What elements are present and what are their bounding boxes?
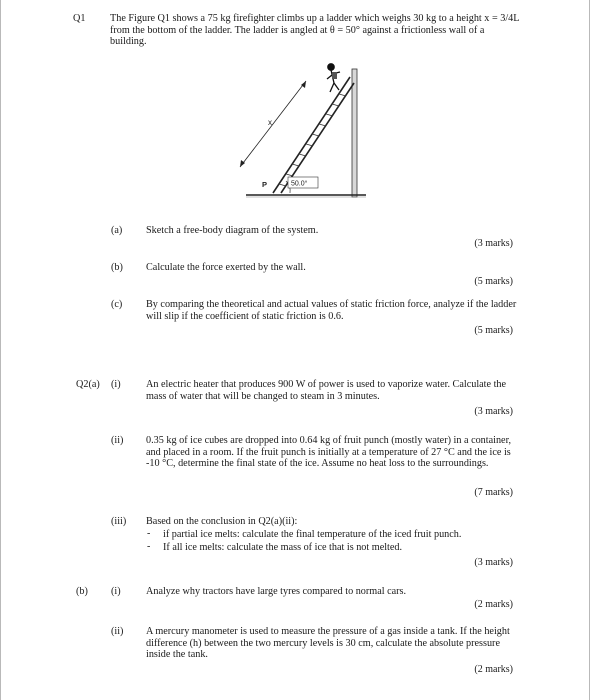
question-2a-number: Q2(a) bbox=[76, 379, 100, 390]
q1-part-a-label: (a) bbox=[111, 225, 123, 236]
q1-part-b-label: (b) bbox=[111, 262, 123, 273]
q2b-ii-marks: (2 marks) bbox=[474, 664, 513, 675]
q1-part-c-marks: (5 marks) bbox=[474, 325, 513, 336]
q2a-i-text: An electric heater that produces 900 W of power is used to vaporize water. Calculate the mass of water that will be changed to steam in 3 minutes. bbox=[146, 379, 507, 402]
q2a-iii-bullet-1: if partial ice melts: calculate the final temperature of the iced fruit punch. bbox=[163, 529, 462, 540]
angle-label: 50.0° bbox=[291, 180, 308, 188]
question-2b-number: (b) bbox=[76, 586, 88, 597]
q2b-i-label: (i) bbox=[111, 586, 121, 597]
q2b-ii-label: (ii) bbox=[111, 626, 124, 637]
q2a-i-label: (i) bbox=[111, 379, 121, 390]
bullet-dash: - bbox=[147, 541, 151, 552]
q1-part-a-text: Sketch a free-body diagram of the system. bbox=[146, 225, 319, 236]
x-label: x bbox=[268, 118, 272, 127]
ladder-rail bbox=[273, 77, 350, 193]
q1-part-c-text: By comparing the theoretical and actual values of static friction force, analyze if the ladder will slip if the coefficient of static friction is 0.6. bbox=[146, 299, 517, 322]
question-1-text: The Figure Q1 shows a 75 kg firefighter climbs up a ladder which weighs 30 kg to a height x = 3/4L from the bottom of the ladder. The ladder is angled at θ = 50° against a frictionless wall of a building. bbox=[110, 13, 520, 48]
q2a-iii-marks: (3 marks) bbox=[474, 557, 513, 568]
q2a-ii-label: (ii) bbox=[111, 435, 124, 446]
q1-part-b-marks: (5 marks) bbox=[474, 276, 513, 287]
question-1-number: Q1 bbox=[73, 13, 86, 24]
q2a-i-marks: (3 marks) bbox=[474, 406, 513, 417]
q1-part-c-label: (c) bbox=[111, 299, 123, 310]
q2b-ii-text: A mercury manometer is used to measure the pressure of a gas inside a tank. If the height difference (h) between the two mercury levels is 30 cm, calculate the absolute pressure inside the tank. bbox=[146, 626, 510, 661]
q2a-iii-label: (iii) bbox=[111, 516, 127, 527]
wall bbox=[352, 69, 357, 197]
firefighter-figure bbox=[327, 64, 340, 92]
q2b-i-text: Analyze why tractors have large tyres compared to normal cars. bbox=[146, 586, 407, 597]
p-label: P bbox=[262, 180, 268, 189]
q2a-ii-marks: (7 marks) bbox=[474, 487, 513, 498]
q2b-i-marks: (2 marks) bbox=[474, 599, 513, 610]
q1-part-a-marks: (3 marks) bbox=[474, 238, 513, 249]
q2a-ii-text: 0.35 kg of ice cubes are dropped into 0.64 kg of fruit punch (mostly water) in a container, and placed in a room. If the fruit punch is initially at a temperature of 27 °C and the ice is -10 °C, determine the final state of the ice. Assume no heat loss to the surroundings. bbox=[146, 435, 512, 470]
x-dimension-line bbox=[240, 81, 306, 167]
q1-part-b-text: Calculate the force exerted by the wall. bbox=[146, 262, 306, 273]
q2a-iii-bullet-2: If all ice melts: calculate the mass of ice that is not melted. bbox=[163, 542, 403, 553]
bullet-dash: - bbox=[147, 528, 151, 539]
figure-q1-ladder bbox=[226, 55, 376, 203]
q2a-iii-text: Based on the conclusion in Q2(a)(ii): bbox=[146, 516, 298, 527]
